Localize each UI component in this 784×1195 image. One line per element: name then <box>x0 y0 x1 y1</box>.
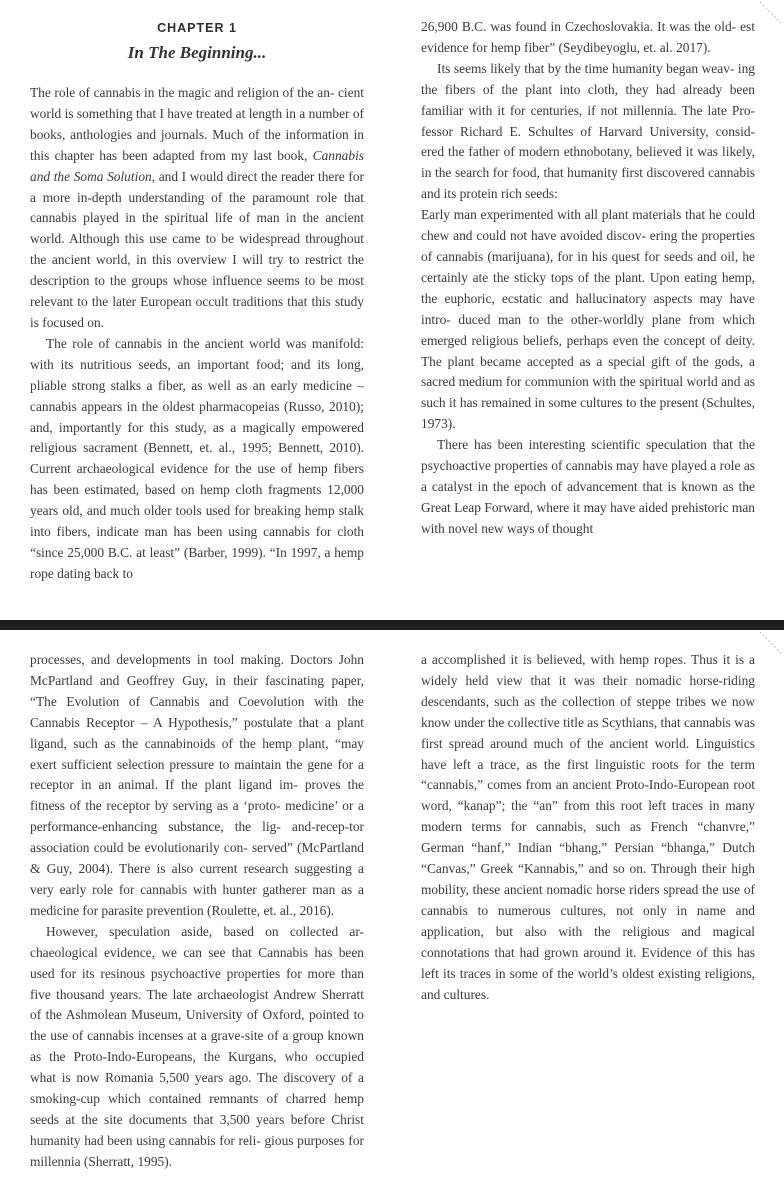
page-separator <box>0 620 784 630</box>
page-spread-bottom <box>0 630 784 1195</box>
book-title: Cannabis and the Soma Solution <box>30 147 364 184</box>
paragraph: 26,900 B.C. was found in Czechoslovakia. It was the old- est evidence for hemp fiber” (Seydibeyoglu, et. al. 2017). <box>421 19 755 55</box>
right-column <box>421 650 755 1005</box>
page-corner-fold-icon <box>758 0 784 26</box>
chapter-label: CHAPTER 1 <box>157 21 237 35</box>
left-column <box>30 650 364 1173</box>
chapter-title: In The Beginning... <box>127 43 267 62</box>
paragraph: There has been interesting scientific speculation that the psychoactive properties of cannabis may have played a role as a catalyst in the epoch of advancement that is known as the Great Leap Forward, where it may have aided prehistoric man with novel new ways of thought <box>421 437 755 536</box>
paragraph: a accomplished it is believed, with hemp ropes. Thus it is a widely held view that it was their nomadic horse-riding descendants, such as the collection of steppe tribes we now know under the collective title as Scythians, that cannabis was first spread around much of the ancient world. Linguistics have left a trace, as the first linguistic roots for the term “cannabis,” comes from an ancient Proto-Indo-European root word, “kanap”; the “an” from this root left traces in many modern terms for cannabis, such as French “chanvre,” German “hanf,” Indian “bhang,” Persian “bhanga,” Dutch “Canvas,” Greek “Kannabis,” and so on. Through their high mobility, these ancient nomadic horse riders spread the use of cannabis to numerous cultures, not only in name and application, but also with the religious and magical connotations that had grown around it. Evidence of this has left its traces in some of the world’s oldest existing religions, and cultures. <box>421 652 755 1002</box>
page-corner-fold-icon <box>758 630 784 656</box>
paragraph: The role of cannabis in the ancient world was manifold: with its nutritious seeds, an important food; and its long, pliable strong stalks a fiber, as well as an early medicine – cannabis appears in the oldest pharmacopeias (Russo, 2010); and, importantly for this study, as a magically empowered religious sacrament (Bennett, et. al., 1995; Bennett, 2010). Current archaeological evidence for the use of hemp fibers has been estimated, based on hemp cloth fragments 12,000 years old, and much older tools used for breaking hemp stalk into fibers, indicate man has been using cannabis for cloth “since 25,000 B.C. at least” (Barber, 1999). “In 1997, a hemp rope dating back to <box>30 335 364 581</box>
block-quote: Early man experimented with all plant materials that he could chew and could not have avoided discov- ering the properties of cannabis (marijuana), for in his quest for seeds and oil, he certainly ate the sticky tops of the plant. Upon eating hemp, the euphoric, ecstatic and hallucinatory aspects may have intro- duced man to the other-worldly plane from which emerged religious beliefs, perhaps even the concept of deity. The plant became accepted as a special gift of the gods, a sacred medium for communion with the spiritual world and as such it has remained in some cultures to the present (Schultes, 1973). <box>421 207 755 432</box>
paragraph: processes, and developments in tool making. Doctors John McPartland and Geoffrey Guy, in their fascinating paper, “The Evolution of Cannabis and Coevolution with the Cannabis Receptor – A Hypothesis,” postulate that a plant ligand, such as the cannabinoids of the hemp plant, “may exert sufficient selection pressure to maintain the gene for a receptor in an animal. If the plant ligand im- proves the fitness of the receptor by serving as a ‘proto- medicine’ or a performance-enhancing substance, the lig- and-recep-tor association could be evolutionarily con- served” (McPartland & Guy, 2004). There is also current research suggesting a very early role for cannabis with hunter gatherer man as a medicine for parasite prevention (Roulette, et. al., 2016). <box>30 652 364 918</box>
paragraph: The role of cannabis in the magic and religion of the an- cient world is something that I have treated at length in a number of books, anthologies and journals. Much of the information in this chapter has been adapted from my last book, Cannabis and the Soma Solution, and I would direct the reader there for a more in-depth understanding of the paramount role that cannabis played in the spiritual life of man in the ancient world. Although this use came to be widespread throughout the ancient world, in this overview I will try to restrict the description to the groups whose influence seems to be most relevant to the later European occult traditions that this study is focused on. <box>30 85 364 330</box>
paragraph: Its seems likely that by the time humanity began weav- ing the fibers of the plant into cloth, they had already been familiar with it for centuries, if not millennia. The late Pro- fessor Richard E. Schultes of Harvard University, consid- ered the father of modern ethnobotany, believed it was likely, in the search for food, that humanity first discovered cannabis and its protein rich seeds: <box>421 60 755 202</box>
right-column <box>421 17 755 540</box>
paragraph: However, speculation aside, based on collected ar- chaeological evidence, we can see that Cannabis has been used for its resinous psychoactive properties for more than five thousand years. The late archaeologist Andrew Sherratt of the Ashmolean Museum, University of Oxford, pointed to the use of cannabis incenses at a grave-site of a group known as the Proto-Indo-Europeans, the Kurgans, who occupied what is now Romania 5,500 years ago. The discovery of a smoking-cup which contained remnants of charred hemp seeds at the site documents that 3,500 years before Christ humanity had been using cannabis for reli- gious purposes for millennia (Sherratt, 1995). <box>30 923 364 1169</box>
left-column <box>30 17 364 585</box>
